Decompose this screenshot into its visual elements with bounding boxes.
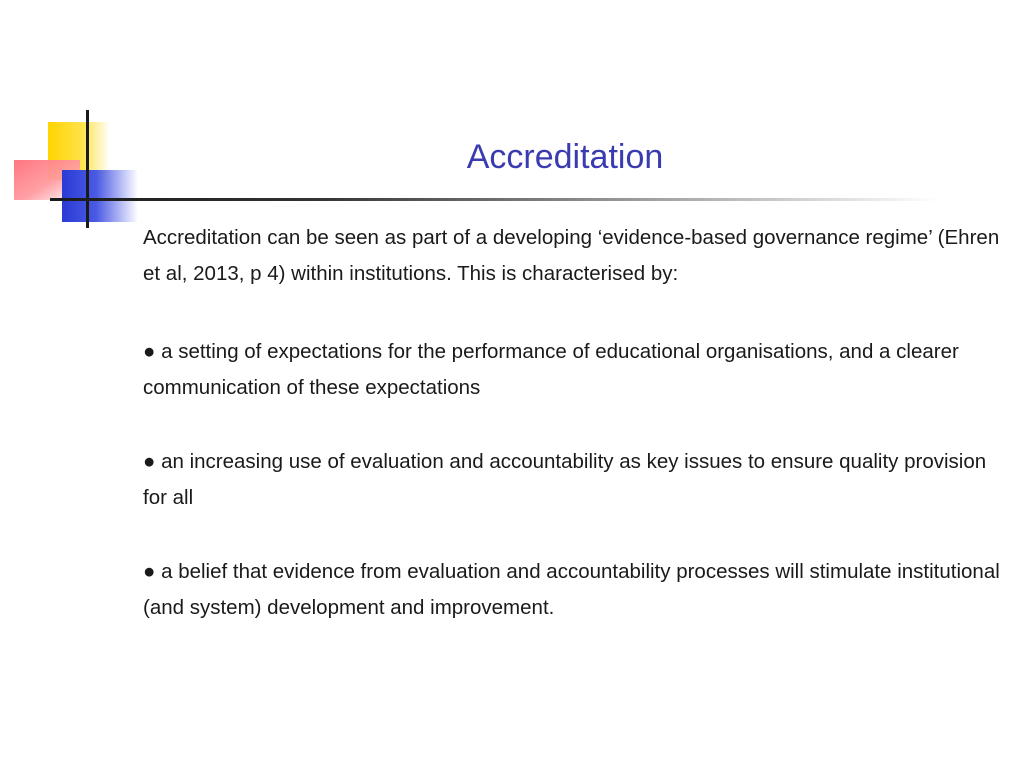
bullet-text: a setting of expectations for the performance of educational organisations, and a clearer communication of these expectations xyxy=(143,340,959,399)
bullet-item xyxy=(143,334,1003,406)
logo-blue-square xyxy=(62,170,138,222)
slide-body xyxy=(143,220,1003,664)
bullet-text: a belief that evidence from evaluation and accountability processes will stimulate institutional (and system) development and improvement. xyxy=(143,560,1000,619)
slide-title: Accreditation xyxy=(466,138,664,176)
bullet-marker: ● xyxy=(143,450,156,473)
bullet-item xyxy=(143,444,1003,516)
bullet-text: an increasing use of evaluation and accountability as key issues to ensure quality provision for all xyxy=(143,450,987,509)
intro-paragraph: Accreditation can be seen as part of a developing ‘evidence-based governance regime’ (Ehren et al, 2013, p 4) within institutions. This is characterised by: xyxy=(143,226,1000,285)
title-divider xyxy=(50,198,940,201)
bullet-item xyxy=(143,554,1003,626)
bullet-marker: ● xyxy=(143,560,156,583)
logo-vertical-line xyxy=(86,110,89,228)
bullet-marker: ● xyxy=(143,340,156,363)
